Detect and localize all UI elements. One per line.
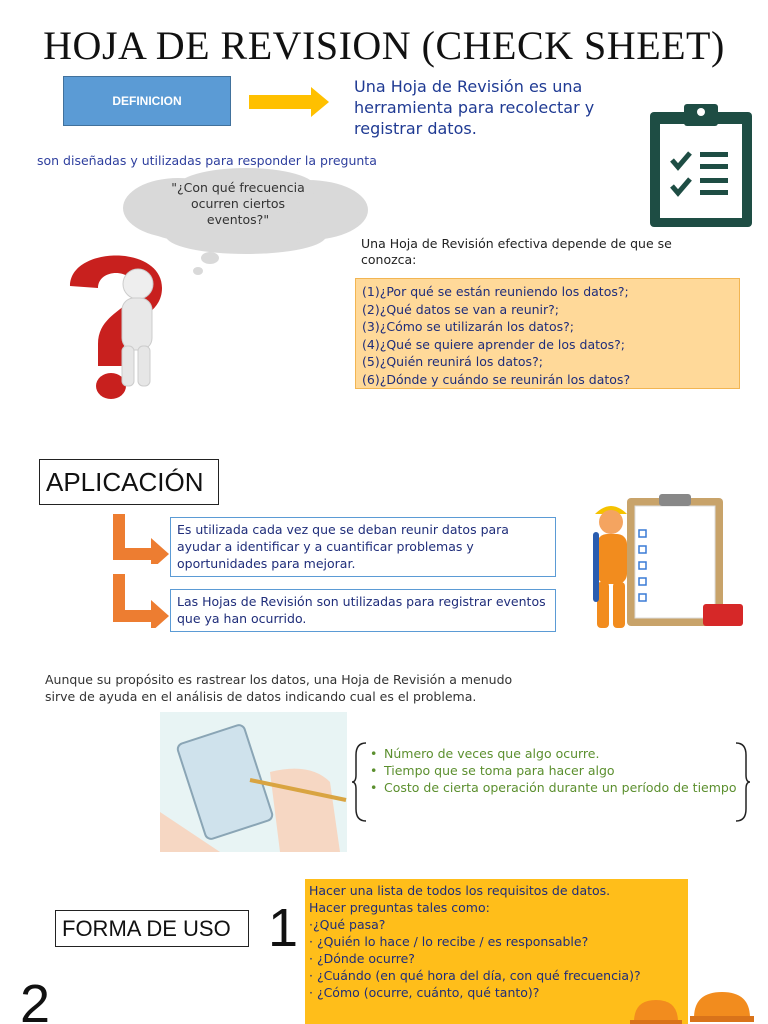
- hand-writing-on-tablet-icon: [160, 712, 347, 852]
- definition-label-box: DEFINICION: [63, 76, 231, 126]
- list-item: • Número de veces que algo ocurre.: [368, 745, 743, 762]
- question-item: (4)¿Qué se quiere aprender de los datos?;: [362, 336, 626, 352]
- application-item-2: Las Hojas de Revisión son utilizadas para registrar eventos que ya han ocurrido.: [170, 589, 556, 632]
- usage-line: · ¿Quién lo hace / lo recibe / es responsable?: [309, 934, 589, 949]
- worker-with-clipboard-icon: [575, 470, 750, 640]
- left-brace-icon: [350, 741, 368, 823]
- usage-line: Hacer preguntas tales como:: [309, 900, 490, 915]
- yellow-arrow-icon: [249, 86, 329, 118]
- usage-line: · ¿Cómo (ocurre, cuánto, qué tanto)?: [309, 985, 540, 1000]
- question-item: (6)¿Dónde y cuándo se reunirán los datos?: [362, 371, 631, 387]
- usage-line: · ¿Cuándo (en qué hora del día, con qué frecuencia)?: [309, 968, 641, 983]
- definition-text: Una Hoja de Revisión es una herramienta para recolectar y registrar datos.: [354, 77, 595, 138]
- question-intro-text: son diseñadas y utilizadas para responder la pregunta: [37, 153, 377, 168]
- hardhat-workers-icon: [606, 986, 756, 1024]
- question-item: (1)¿Por qué se están reuniendo los datos?;: [362, 284, 629, 299]
- step-number-2: 2: [20, 974, 51, 1024]
- application-heading: APLICACIÓN: [39, 459, 219, 505]
- usage-line: Hacer una lista de todos los requisitos de datos.: [309, 883, 611, 898]
- clipboard-checklist-icon: [646, 100, 756, 230]
- usage-heading: FORMA DE USO: [55, 910, 249, 947]
- metrics-bullet-list: [368, 745, 743, 796]
- page-title: HOJA DE REVISION (CHECK SHEET): [43, 23, 725, 68]
- cloud-question-text: "¿Con qué frecuencia ocurren ciertos eventos?": [171, 180, 305, 227]
- question-mark-figure-icon: [12, 226, 202, 406]
- question-item: (5)¿Quién reunirá los datos?;: [362, 354, 543, 369]
- list-item: • Tiempo que se toma para hacer algo: [368, 762, 743, 779]
- analysis-paragraph: Aunque su propósito es rastrear los datos, una Hoja de Revisión a menudo sirve de ayuda en el análisis de datos indicando cual es el problema.: [45, 672, 513, 704]
- orange-bent-arrow-icon: [113, 514, 171, 564]
- list-item: • Costo de cierta operación durante un período de tiempo: [368, 779, 743, 796]
- questions-box: [355, 278, 740, 389]
- application-item-1: Es utilizada cada vez que se deban reunir datos para ayudar a identificar y a cuantificar problemas y oportunidades para mejorar.: [170, 517, 556, 577]
- question-item: (2)¿Qué datos se van a reunir?;: [362, 301, 560, 317]
- orange-bent-arrow-icon: [113, 574, 171, 628]
- effective-sheet-intro: Una Hoja de Revisión efectiva depende de que se conozca:: [361, 236, 672, 267]
- usage-line: ·¿Qué pasa?: [309, 917, 386, 932]
- question-item: (3)¿Cómo se utilizarán los datos?;: [362, 319, 574, 334]
- step-number-1: 1: [268, 898, 299, 958]
- usage-line: · ¿Dónde ocurre?: [309, 951, 415, 966]
